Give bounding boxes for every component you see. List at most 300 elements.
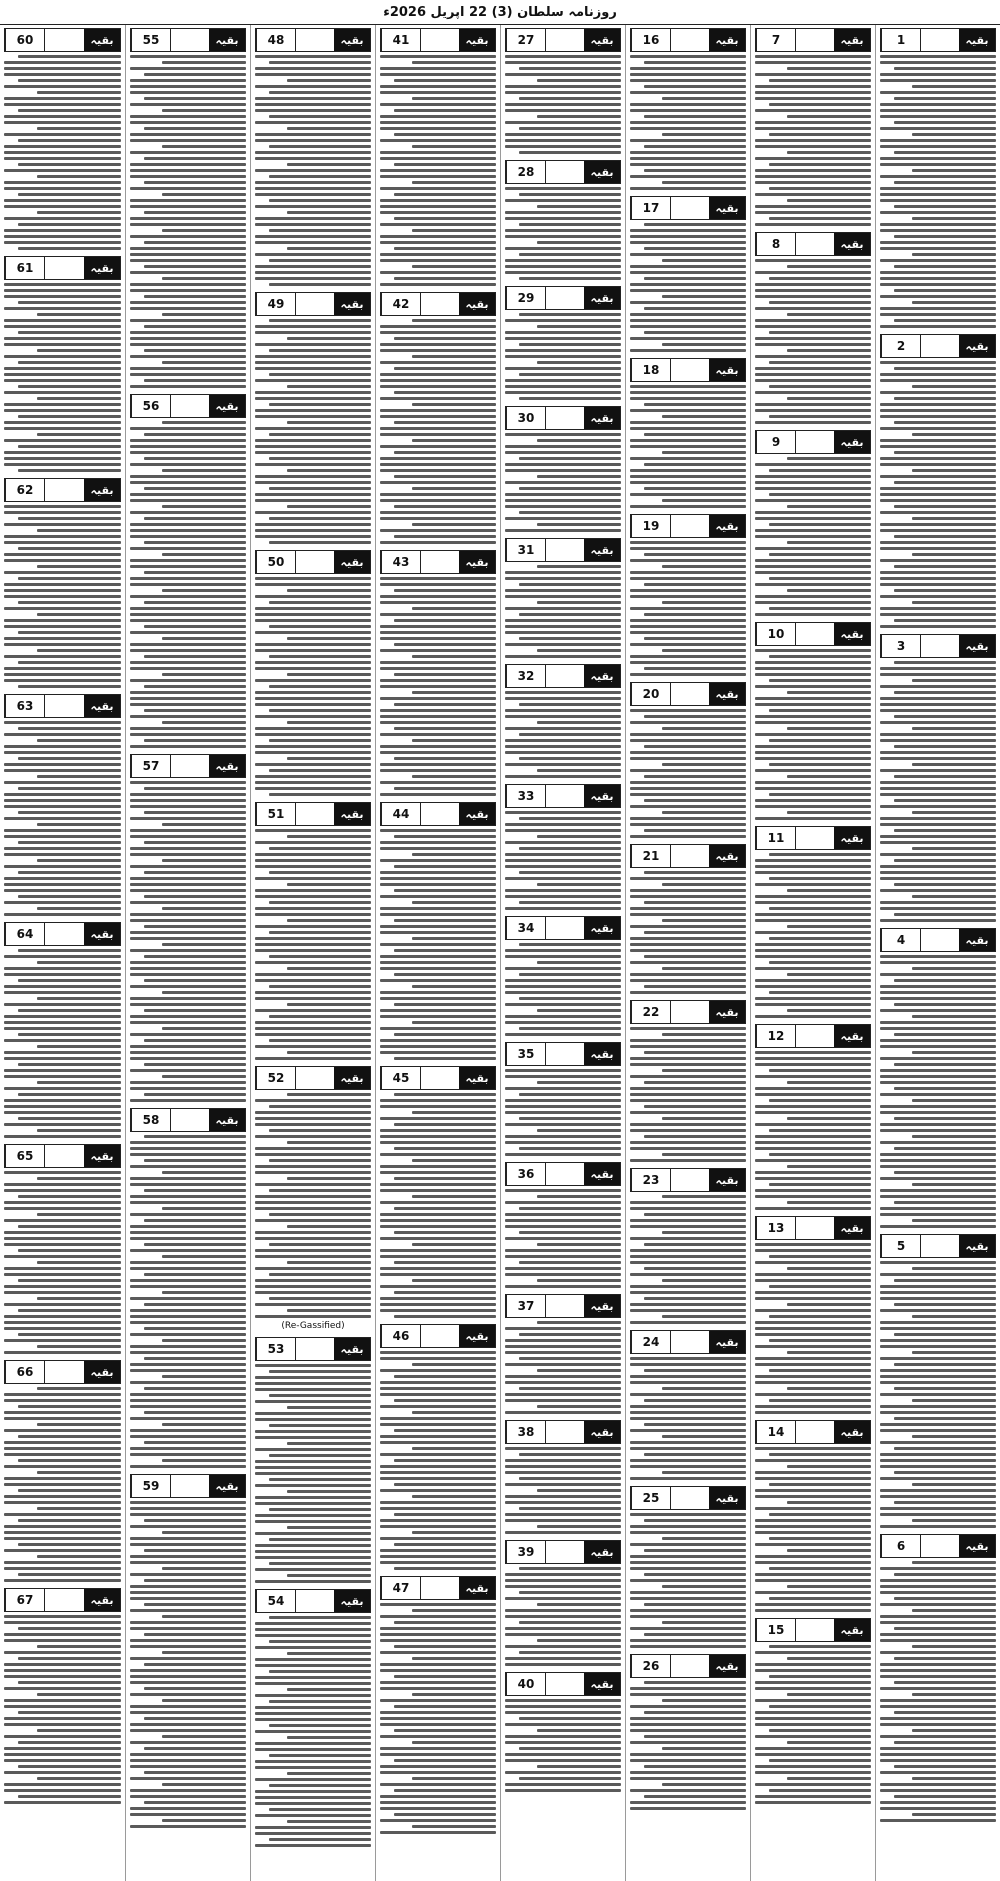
block-number: 19: [631, 515, 670, 537]
text-line: [4, 673, 121, 676]
text-line: [255, 427, 371, 430]
text-line: [18, 1093, 121, 1096]
text-line: [755, 595, 871, 598]
text-line: [630, 1381, 746, 1384]
block-label: بقیہ: [334, 1338, 370, 1360]
text-line: [787, 775, 871, 778]
text-line: [537, 1729, 621, 1732]
text-line: [380, 871, 496, 874]
text-line: [18, 1627, 121, 1630]
text-line: [755, 985, 871, 988]
text-line: [4, 391, 121, 394]
text-line: [412, 985, 496, 988]
block-header: [630, 682, 746, 706]
text-line: [144, 925, 246, 928]
text-line: [505, 229, 621, 232]
text-line: [662, 499, 746, 502]
text-line: [662, 1315, 746, 1318]
text-line: [630, 541, 746, 544]
text-line: [894, 181, 996, 184]
text-line: [394, 973, 496, 976]
text-line: [880, 1801, 996, 1804]
text-line: [755, 121, 871, 124]
block-text-lines: [380, 577, 496, 796]
text-line: [130, 115, 246, 118]
block-text-lines: [505, 1321, 621, 1414]
text-line: [880, 1159, 996, 1162]
text-line: [880, 109, 996, 112]
text-line: [755, 85, 871, 88]
text-line: [630, 301, 746, 304]
text-line: [255, 1033, 371, 1036]
block-header: [4, 28, 121, 52]
text-line: [880, 1261, 996, 1264]
text-line: [130, 475, 246, 478]
continuation-block-45: [380, 1066, 496, 1318]
text-line: [4, 991, 121, 994]
block-text-lines: [505, 943, 621, 1036]
block-text-lines: [630, 1357, 746, 1480]
text-line: [255, 325, 371, 328]
text-line: [755, 1447, 871, 1450]
text-line: [880, 1621, 996, 1624]
block-text-lines: [505, 1699, 621, 1792]
text-line: [130, 1669, 246, 1672]
text-line: [4, 889, 121, 892]
block-label: بقیہ: [84, 479, 120, 501]
block-header: [380, 802, 496, 826]
text-line: [505, 631, 621, 634]
text-line: [255, 1207, 371, 1210]
text-line: [662, 259, 746, 262]
text-line: [880, 1345, 996, 1348]
block-header: [4, 922, 121, 946]
text-line: [255, 1580, 371, 1583]
text-line: [4, 229, 121, 232]
text-line: [769, 385, 871, 388]
block-header: [630, 1486, 746, 1510]
text-line: [162, 361, 246, 364]
column-2: [750, 25, 875, 1881]
text-line: [630, 1411, 746, 1414]
text-line: [880, 1411, 996, 1414]
text-line: [880, 1189, 996, 1192]
text-line: [755, 1141, 871, 1144]
text-line: [755, 817, 871, 820]
text-line: [769, 1153, 871, 1156]
text-line: [755, 1291, 871, 1294]
text-line: [130, 913, 246, 916]
text-line: [755, 571, 871, 574]
text-line: [755, 325, 871, 328]
text-line: [380, 841, 496, 844]
text-line: [505, 1471, 621, 1474]
text-line: [880, 463, 996, 466]
continuation-block-15: [755, 1618, 871, 1804]
text-line: [130, 607, 246, 610]
text-line: [880, 673, 996, 676]
text-line: [505, 1705, 621, 1708]
text-line: [4, 1429, 121, 1432]
text-line: [380, 463, 496, 466]
text-line: [755, 1333, 871, 1336]
text-line: [755, 1489, 871, 1492]
text-line: [630, 289, 746, 292]
block-header-spacer: [545, 1421, 584, 1443]
text-line: [880, 487, 996, 490]
text-line: [755, 145, 871, 148]
text-line: [912, 1351, 996, 1354]
text-line: [255, 1219, 371, 1222]
block-header: [630, 196, 746, 220]
text-line: [505, 1741, 621, 1744]
text-line: [4, 1753, 121, 1756]
text-line: [412, 739, 496, 742]
block-header-spacer: [545, 665, 584, 687]
text-line: [130, 1309, 246, 1312]
text-line: [255, 1418, 371, 1421]
continuation-block-8: [755, 232, 871, 424]
text-line: [519, 487, 621, 490]
text-line: [505, 1447, 621, 1450]
text-line: [880, 1297, 996, 1300]
text-line: [630, 1759, 746, 1762]
text-line: [519, 871, 621, 874]
text-line: [505, 1021, 621, 1024]
text-line: [130, 331, 246, 334]
text-line: [130, 1015, 246, 1018]
text-line: [380, 241, 496, 244]
text-line: [880, 409, 996, 412]
text-line: [255, 991, 371, 994]
text-line: [505, 1585, 621, 1588]
text-line: [769, 1759, 871, 1762]
block-number: 15: [756, 1619, 795, 1641]
text-line: [769, 469, 871, 472]
text-line: [287, 883, 371, 886]
text-line: [255, 1742, 371, 1745]
text-line: [144, 625, 246, 628]
text-line: [630, 1441, 746, 1444]
text-line: [505, 625, 621, 628]
text-line: [880, 877, 996, 880]
text-line: [630, 787, 746, 790]
text-line: [287, 1141, 371, 1144]
text-line: [630, 1555, 746, 1558]
text-line: [130, 1813, 246, 1816]
continuation-block-48: [255, 28, 371, 286]
text-line: [4, 559, 121, 562]
text-line: [394, 589, 496, 592]
text-line: [144, 571, 246, 574]
text-line: [755, 1603, 871, 1606]
block-header: [630, 844, 746, 868]
text-line: [4, 169, 121, 172]
text-line: [644, 985, 746, 988]
text-line: [255, 151, 371, 154]
text-line: [537, 1639, 621, 1642]
text-line: [505, 1069, 621, 1072]
block-header: [630, 358, 746, 382]
text-line: [880, 1075, 996, 1078]
block-number: 36: [506, 1163, 545, 1185]
text-line: [287, 673, 371, 676]
block-label: بقیہ: [709, 845, 745, 867]
text-line: [630, 313, 746, 316]
text-line: [755, 487, 871, 490]
text-line: [255, 121, 371, 124]
text-line: [380, 85, 496, 88]
text-line: [255, 271, 371, 274]
text-line: [380, 577, 496, 580]
text-line: [380, 1117, 496, 1120]
text-line: [380, 1255, 496, 1258]
text-line: [18, 1459, 121, 1462]
text-line: [255, 697, 371, 700]
text-line: [269, 373, 371, 376]
text-line: [255, 895, 371, 898]
text-line: [880, 373, 996, 376]
text-line: [37, 1129, 121, 1132]
block-label: بقیہ: [709, 683, 745, 705]
text-line: [269, 1213, 371, 1216]
text-line: [505, 139, 621, 142]
block-header: [630, 514, 746, 538]
text-line: [4, 1687, 121, 1690]
text-line: [630, 1687, 746, 1690]
text-line: [162, 145, 246, 148]
text-line: [144, 1687, 246, 1690]
text-line: [769, 1099, 871, 1102]
text-line: [255, 865, 371, 868]
block-number: 60: [5, 29, 44, 51]
text-line: [380, 223, 496, 226]
block-header: [505, 784, 621, 808]
continuation-block-51: [255, 802, 371, 1060]
text-line: [255, 1646, 371, 1649]
text-line: [380, 1393, 496, 1396]
text-line: [269, 871, 371, 874]
text-line: [4, 1495, 121, 1498]
block-number: 24: [631, 1331, 670, 1353]
text-line: [880, 1111, 996, 1114]
text-line: [394, 79, 496, 82]
text-line: [630, 895, 746, 898]
text-line: [505, 1381, 621, 1384]
block-number: 34: [506, 917, 545, 939]
text-line: [269, 1808, 371, 1811]
text-line: [537, 1279, 621, 1282]
text-line: [880, 1375, 996, 1378]
text-line: [537, 1405, 621, 1408]
text-line: [255, 661, 371, 664]
text-line: [630, 469, 746, 472]
text-line: [755, 1771, 871, 1774]
text-line: [630, 1093, 746, 1096]
text-line: [755, 1363, 871, 1366]
text-line: [18, 469, 121, 472]
block-text-lines: [505, 1447, 621, 1534]
block-text-lines: [505, 565, 621, 658]
text-line: [130, 1069, 246, 1072]
text-line: [269, 319, 371, 322]
text-line: [130, 337, 246, 340]
text-line: [255, 391, 371, 394]
block-number: 50: [256, 551, 295, 573]
text-line: [769, 1255, 871, 1258]
text-line: [894, 565, 996, 568]
text-line: [505, 967, 621, 970]
block-number: 13: [756, 1217, 795, 1239]
block-label: بقیہ: [709, 1001, 745, 1023]
text-line: [380, 1711, 496, 1714]
text-line: [630, 265, 746, 268]
block-header: [505, 664, 621, 688]
text-line: [912, 217, 996, 220]
continuation-block-12: [755, 1024, 871, 1210]
block-header: [255, 1066, 371, 1090]
text-line: [880, 439, 996, 442]
text-line: [755, 1279, 871, 1282]
block-header: [880, 928, 996, 952]
text-line: [755, 409, 871, 412]
text-line: [880, 1357, 996, 1360]
block-text-lines: [630, 1195, 746, 1324]
text-line: [769, 331, 871, 334]
text-line: [380, 1831, 496, 1834]
block-text-lines: [380, 319, 496, 544]
block-number: 27: [506, 29, 545, 51]
text-line: [880, 1057, 996, 1060]
text-line: [755, 139, 871, 142]
text-line: [769, 133, 871, 136]
text-line: [755, 955, 871, 958]
text-line: [18, 547, 121, 550]
text-line: [769, 217, 871, 220]
text-line: [769, 1069, 871, 1072]
block-number: 63: [5, 695, 44, 717]
text-line: [130, 733, 246, 736]
text-line: [630, 475, 746, 478]
text-line: [880, 1717, 996, 1720]
block-text-lines: [380, 1351, 496, 1570]
text-line: [630, 1063, 746, 1066]
text-line: [4, 1111, 121, 1114]
text-line: [162, 505, 246, 508]
text-line: [630, 625, 746, 628]
text-line: [130, 577, 246, 580]
text-line: [130, 1645, 246, 1648]
text-line: [880, 709, 996, 712]
text-line: [380, 1771, 496, 1774]
text-line: [630, 1261, 746, 1264]
text-line: [644, 1267, 746, 1270]
text-line: [505, 1189, 621, 1192]
text-line: [287, 1093, 371, 1096]
block-header-spacer: [545, 785, 584, 807]
text-line: [4, 1531, 121, 1534]
text-line: [4, 1237, 121, 1240]
text-line: [505, 1501, 621, 1504]
text-line: [505, 73, 621, 76]
text-line: [630, 973, 746, 976]
text-line: [894, 1597, 996, 1600]
text-line: [4, 865, 121, 868]
text-line: [505, 697, 621, 700]
block-header-spacer: [44, 923, 84, 945]
text-line: [880, 259, 996, 262]
text-line: [255, 841, 371, 844]
text-line: [755, 169, 871, 172]
text-line: [162, 673, 246, 676]
text-line: [894, 1681, 996, 1684]
text-line: [894, 1201, 996, 1204]
block-header-spacer: [170, 755, 209, 777]
text-line: [37, 1777, 121, 1780]
text-line: [130, 169, 246, 172]
text-line: [144, 1243, 246, 1246]
text-line: [519, 1747, 621, 1750]
text-line: [755, 1105, 871, 1108]
text-line: [255, 1466, 371, 1469]
text-line: [537, 1603, 621, 1606]
text-line: [912, 601, 996, 604]
text-line: [4, 1099, 121, 1102]
text-line: [787, 1693, 871, 1696]
text-line: [912, 1777, 996, 1780]
block-label: بقیہ: [334, 551, 370, 573]
text-line: [380, 649, 496, 652]
text-line: [894, 505, 996, 508]
text-line: [255, 169, 371, 172]
block-header: [755, 1216, 871, 1240]
text-line: [755, 259, 871, 262]
text-line: [394, 1033, 496, 1036]
text-line: [255, 529, 371, 532]
text-line: [769, 853, 871, 856]
text-line: [4, 1291, 121, 1294]
block-number: 21: [631, 845, 670, 867]
text-line: [130, 499, 246, 502]
text-line: [255, 787, 371, 790]
block-text-lines: [380, 1093, 496, 1318]
inline-english-tag: (Re-Gassified): [281, 1321, 345, 1331]
text-line: [162, 1027, 246, 1030]
text-line: [880, 1177, 996, 1180]
text-line: [769, 961, 871, 964]
text-line: [755, 517, 871, 520]
block-header: [130, 1108, 246, 1132]
block-number: 65: [5, 1145, 44, 1167]
text-line: [880, 163, 996, 166]
text-line: [662, 133, 746, 136]
text-line: [880, 853, 996, 856]
text-line: [4, 1105, 121, 1108]
text-line: [380, 1213, 496, 1216]
text-line: [130, 865, 246, 868]
text-line: [130, 1573, 246, 1576]
text-line: [630, 1147, 746, 1150]
block-number: 46: [381, 1325, 420, 1347]
text-line: [894, 1033, 996, 1036]
text-line: [644, 487, 746, 490]
text-line: [537, 649, 621, 652]
block-text-lines: [505, 1567, 621, 1666]
text-line: [130, 1141, 246, 1144]
text-line: [255, 1502, 371, 1505]
text-line: [380, 733, 496, 736]
text-line: [269, 955, 371, 958]
